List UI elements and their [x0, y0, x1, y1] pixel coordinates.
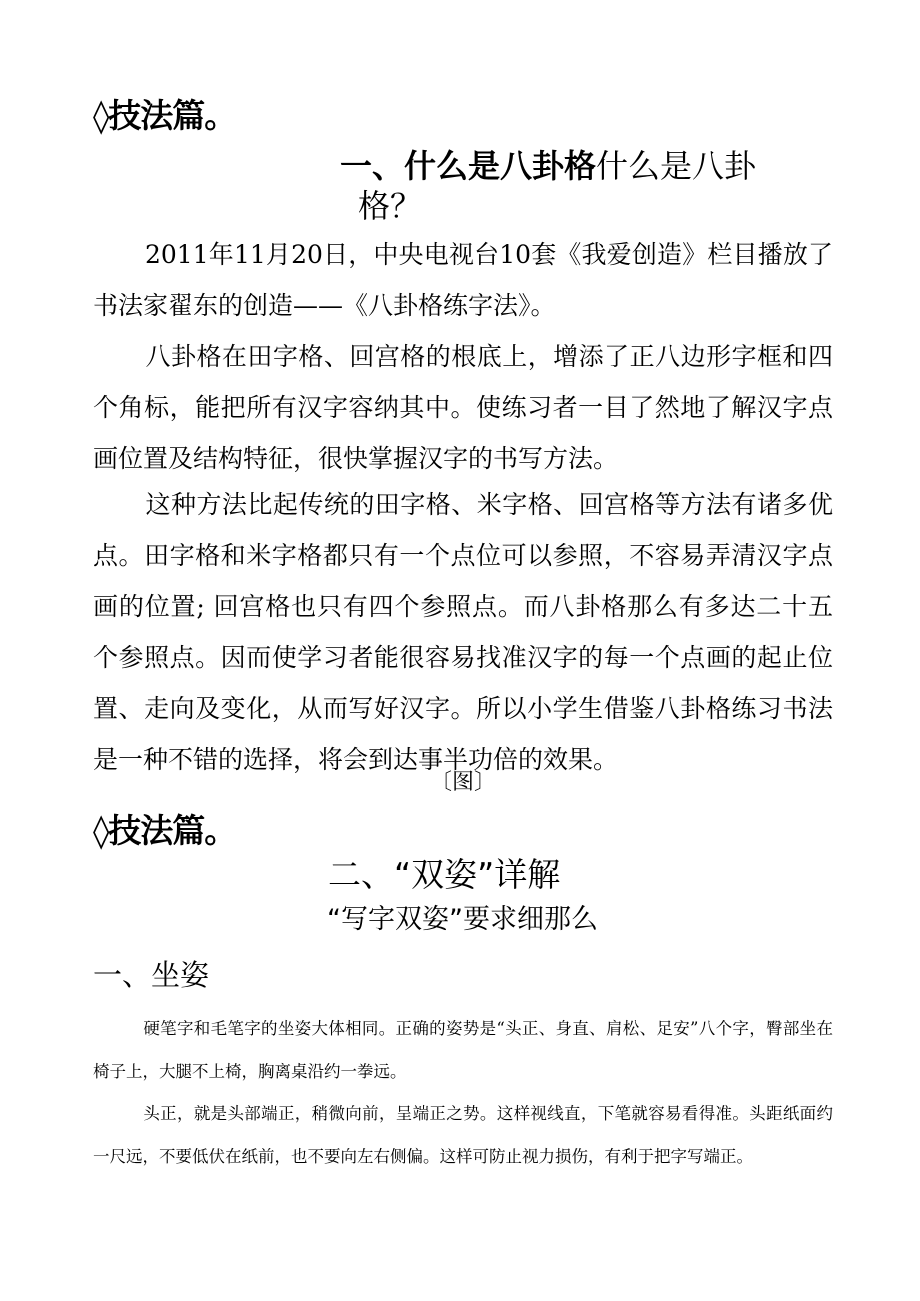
section-header: ◊技法篇。: [93, 96, 237, 135]
section-title: 二、“双姿”详解: [328, 855, 561, 894]
paragraph: [93, 1007, 833, 1093]
section-header: ◊技法篇。: [93, 811, 237, 850]
section-title-bold: 一、什么是八卦格: [340, 147, 597, 185]
paragraph: [93, 229, 833, 331]
paragraph-text: 硬笔字和毛笔字的坐姿大体相同。正确的姿势是“头正、身直、肩松、足安”八个字，臀部坐在椅子上，大腿不上椅，胸离桌沿约一拳远。: [93, 1019, 833, 1081]
section-title: [340, 146, 780, 226]
paragraph: [93, 331, 833, 484]
paragraph: [93, 479, 833, 785]
paragraph-text: 2011年11月20日，中央电视台10套《我爱创造》栏目播放了书法家翟东的创造——《八卦格练字法》。: [93, 240, 833, 320]
section-title-line2: 格？: [358, 187, 423, 225]
section-title-repeat: 什么是八卦: [596, 147, 757, 185]
section-subtitle: “写字双姿”要求细那么: [327, 904, 598, 935]
paragraph-text: 头正，就是头部端正，稍微向前，呈端正之势。这样视线直，下笔就容易看得准。头距纸面约一尺远，不要低伏在纸前，也不要向左右侧偏。这样可防止视力损伤，有利于把字写端正。: [93, 1104, 833, 1166]
paragraph-text: 这种方法比起传统的田字格、米字格、回宫格等方法有诸多优点。田字格和米字格都只有一个点位可以参照，不容易弄清汉字点画的位置; 回宫格也只有四个参照点。而八卦格那么有多达二十五个参照点。因而使学习者能很容易找准汉字的每一个点画的起止位置、走向及变化，从而写好汉字。所以小学生借鉴八卦格练习书法是一种不错的选择，将会到达事半功倍的效果。: [93, 490, 833, 774]
figure-label: 〔图〕: [430, 770, 497, 795]
paragraph-text: 八卦格在田字格、回宫格的根底上，增添了正八边形字框和四个角标，能把所有汉字容纳其中。使练习者一目了然地了解汉字点画位置及结构特征，很快掌握汉字的书写方法。: [93, 342, 833, 473]
subsection-heading: 一、坐姿: [93, 958, 210, 992]
paragraph: [93, 1092, 833, 1178]
